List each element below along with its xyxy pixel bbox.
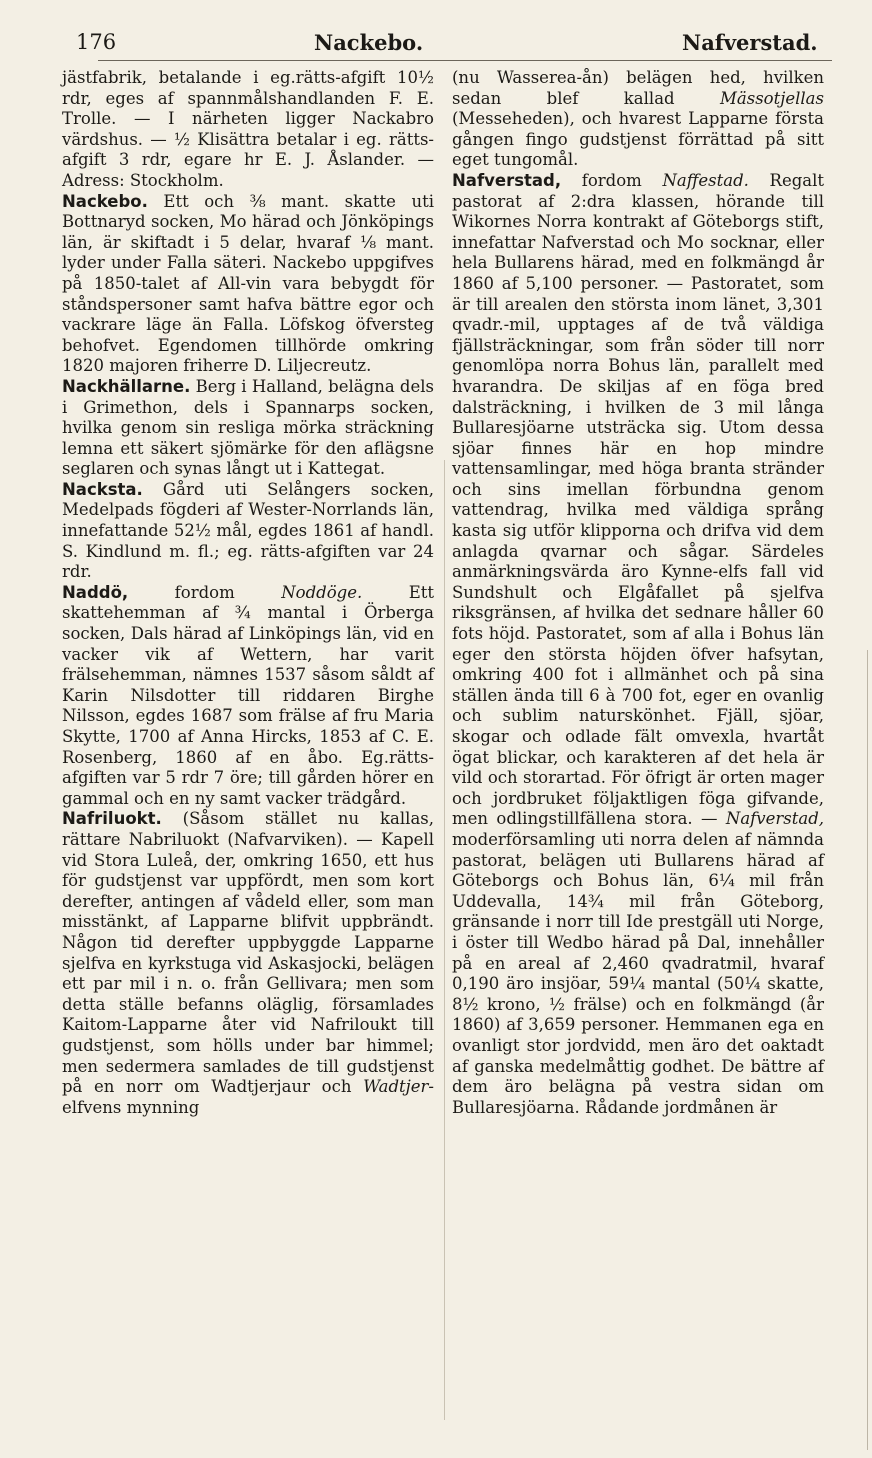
entry-naddo: Naddö, fordom Noddöge. Ett skattehemman af ¾ mantal i Örberga socken, Dals härad af Linköpings län, vid en vacker vik af Wettern, har varit frälsehemman, nämnes 1537 såsom såldt af Karin Nilsdotter till riddaren Birghe Nilsson, egdes 1687 som frälse af fru Maria Skytte, 1700 af Anna Hircks, 1853 af C. E. Rosenberg, 1860 af en åbo. Eg.rätts-afgiften var 5 rdr 7 öre; till gården hörer en gammal och en ny samt vacker trädgård.: [62, 582, 435, 808]
running-head-left: Nackebo.: [314, 30, 424, 55]
page-header: [62, 26, 832, 60]
entry-nacksta: Nacksta. Gård uti Selångers socken, Medelpads fögderi af Wester-Norrlands län, innefattande 52½ mål, egdes 1861 af handl. S. Kindlund m. fl.; eg. rätts-afgiften var 24 rdr.: [62, 479, 434, 582]
page-edge-line: [867, 650, 868, 1450]
entry-headword: Nafverstad,: [452, 170, 562, 190]
entry-nafverstad: Nafverstad, fordom Naffestad. Regalt pastorat af 2:dra klassen, hörande till Wikornes Norra kontrakt af Göteborgs stift, innefattar Nafverstad och Mo socknar, eller hela Bullarens härad, med en folkmängd år 1860 af 5,100 personer. — Pastoratet, som är till arealen den största inom länet, 3,301 qvadr.-mil, upptages af de två väldiga fjällsträckningar, som från söder till norr genomlöpa norra Bohus län, parallelt med hvarandra. De skiljas af en föga bred dalsträckning, i hvilken de 3 mil långa Bullaresjöarne utsträcka sig. Utom dessa sjöar finnes här en hop mindre vattensamlingar, med höga branta stränder och sins imellan förbundna genom vattendrag, hvilka med väldiga språng kasta sig utför klipporna och drifva vid dem anlagda qvarnar och sågar. Särdeles anmärkningsvärda äro Kynne-elfs fall vid Sundshult och Elgåfallet på sjelfva riksgränsen, af hvilka det sednare håller 60 fots höjd. Pastoratet, som af alla i Bohus län eger den största höjden öfver hafsytan, omkring 400 fot i allmänhet och på sina ställen ända till 6 à 700 fot, eger en ovanlig och sublim naturskönhet. Fjäll, sjöar, skogar och odlade fält omvexla, hvartåt ögat blickar, och karakteren af det hela är vild och storartad. För öfrigt är orten mager och jordbruket följaktligen föga gifvande, men odlingstillfällena stora. — Nafverstad, moderförsamling uti norra delen af nämnda pastorat, belägen uti Bullarens härad af Göteborgs och Bohus län, 6¼ mil från Uddevalla, 14¾ mil från Göteborg, gränsande i norr till Ide prestgäll uti Norge, i öster till Wedbo härad på Dal, innehåller på en areal af 2,460 qvadratmil, hvaraf 0,190 äro insjöar, 59¼ mantal (50¼ skatte, 8½ krono, ½ frälse) och en folkmängd (år 1860) af 3,659 personer. Hemmanen ega en ovanligt stor jordvidd, men äro det oaktadt af ganska medelmåttig godhet. De bättre af dem äro belägna på vestra sidan om Bullaresjöarna. Rådande jordmånen är: [452, 170, 825, 1117]
entry-headword: Nafriluokt.: [62, 809, 162, 829]
entry-headword: Nackebo.: [62, 191, 148, 211]
entry-headword: Nacksta.: [62, 479, 143, 499]
entry-continuation: (nu Wasserea-ån) belägen hed, hvilken sedan blef kallad Mässotjellas (Messeheden), och hvarest Lapparne första gången fingo gudstjenst förrättad på sitt eget tungomål.: [452, 68, 824, 170]
entry-nackhallarne: Nackhällarne. Berg i Halland, belägna dels i Grimethon, dels i Spannarps socken, hvilka genom sin resliga mörka sträckning lemna ett säkert sjömärke för den aflägsne seglaren och synas långt ut i Kattegat.: [62, 376, 435, 479]
header-rule: [98, 60, 832, 61]
entry-headword: Nackhällarne.: [62, 376, 191, 396]
entry-nackebo: Nackebo. Ett och ⅜ mant. skatte uti Bottnaryd socken, Mo härad och Jönköpings län, är skiftadt i 5 delar, hvaraf ⅛ mant. lyder under Falla säteri. Nackebo uppgifves på 1850-talet af All-vin vara bebygdt för ståndspersoner samt hafva bättre egor och vackrare läge än Falla. Löfskog öfversteg behofvet. Egendomen tillhörde omkring 1820 majoren friherre D. Liljecreutz.: [62, 191, 434, 376]
right-column: [452, 68, 824, 1118]
entry-continuation: jästfabrik, betalande i eg.rätts-afgift 10½ rdr, eges af spannmålshandlanden F. E. Trolle. — I närheten ligger Nackabro värdshus. — ½ Klisättra betalar i eg. rätts-afgift 3 rdr, egare hr E. J. Åslander. — Adress: Stockholm.: [62, 68, 434, 190]
entry-headword: Naddö,: [62, 582, 129, 602]
entry-nafriluokt: Nafriluokt. (Såsom stället nu kallas, rättare Nabriluokt (Nafvarviken). — Kapell vid Stora Luleå, der, omkring 1650, ett hus för gudstjenst var uppfördt, men som kort derefter, antingen af vådeld eller, som man misstänkt, af Lapparne blifvit uppbrändt. Någon tid derefter uppbyggde Lapparne sjelfva en kyrkstuga vid Askasjocki, belägen ett par mil i n. o. från Gellivara; men som detta ställe befanns oläglig, församlades Kaitom-Lapparne åter vid Nafriloukt till gudstjenst, som hölls under bar himmel; men sedermera samlades de till gudstjenst på en norr om Wadtjerjaur och Wadtjer-elfvens mynning: [62, 809, 434, 1117]
column-divider: [444, 460, 445, 1420]
page-number: 176: [76, 30, 117, 54]
left-column: [62, 68, 434, 1118]
running-head-right: Nafverstad.: [682, 30, 818, 55]
